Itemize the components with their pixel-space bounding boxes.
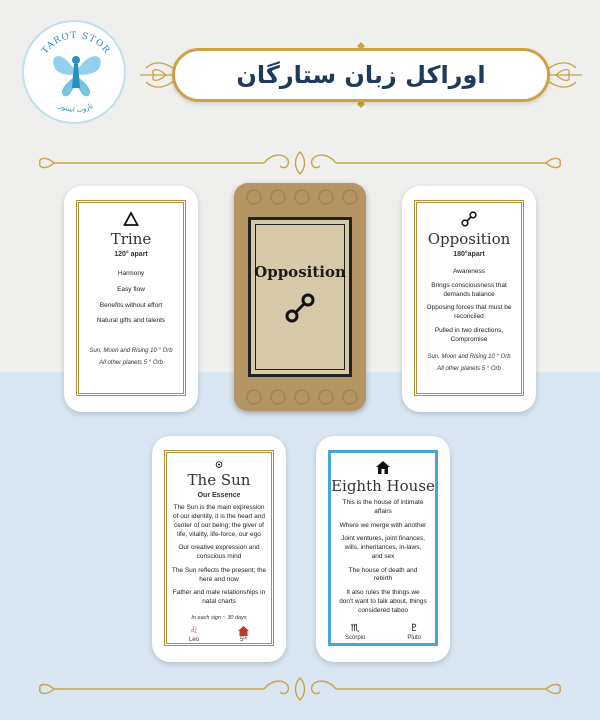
ornamental-divider-top [32, 148, 568, 178]
card-opposition-line: Pulled in two directions, Compromise [434, 326, 504, 343]
card-eighth-house-planet-label: Pluto [407, 635, 421, 642]
card-trine-frame [76, 200, 186, 396]
banner-box [172, 48, 550, 102]
svg-text:TAROT STOR [40, 31, 112, 56]
card-sun-subtitle: Our Essence [197, 492, 241, 500]
card-eighth-house-sign-label: Scorpio [345, 635, 366, 642]
leo-icon: ♌ [189, 626, 199, 636]
card-trine [64, 186, 198, 412]
card-sun-line: Father and male relationships in natal charts [172, 589, 266, 606]
card-sun-line: Our creative expression and conscious mind [178, 544, 260, 561]
card-sun-footer-house [238, 626, 249, 643]
card-sun [152, 436, 286, 662]
logo-text-bottom: تاروت استور [57, 101, 95, 115]
card-sun-footer-sign [189, 626, 199, 643]
card-eighth-house-frame [328, 450, 438, 646]
card-sun-line: The Sun is the main expression of our identity, it is the heart and center of our being; the giver of life, vitality, life-force, our ego [172, 504, 265, 538]
card-eighth-house-footer-sign [345, 623, 365, 641]
tarot-title: Opposition [254, 263, 346, 281]
card-trine-orb-primary: Sun, Moon and Rising 10 ° Orb [89, 348, 173, 355]
svg-text:تاروت استور [57, 101, 95, 114]
card-trine-orb-secondary: All other planets 5 ° Orb [99, 359, 163, 366]
card-sun-frame [164, 450, 274, 646]
card-trine-line: Natural gifts and talents [96, 317, 166, 325]
card-eighth-house-line: This is the house of intimate affairs [342, 499, 424, 515]
card-opposition-line: Awareness [452, 268, 486, 275]
title-banner [136, 36, 586, 116]
card-opposition-line: Brings consciousness that demands balance [431, 281, 507, 298]
fairy-icon [24, 22, 128, 126]
card-opposition-orb-secondary: All other planets 5 ° Orb [437, 366, 501, 373]
card-eighth-house-line: Where we merge with another [339, 521, 427, 529]
card-sun-footer [167, 626, 271, 643]
sun-icon [212, 461, 226, 468]
card-opposition-frame [414, 200, 524, 396]
card-sun-title: The Sun [187, 471, 251, 490]
card-opposition-tarot [234, 183, 366, 411]
card-eighth-house-footer [331, 623, 435, 641]
card-opposition-orb-primary: Sun, Moon and Rising 10 ° Orb [427, 354, 511, 361]
card-trine-line: Harmony [117, 270, 145, 277]
tarot-frame-outer [248, 217, 352, 377]
opposition-icon [285, 293, 315, 323]
card-sun-note: In each sign ~ 30 days [191, 614, 247, 621]
ornamental-divider-bottom [32, 674, 568, 704]
card-opposition [402, 186, 536, 412]
triangle-icon [123, 211, 139, 227]
card-trine-line: Easy flow [117, 285, 145, 293]
card-eighth-house-line: The house of death and rebirth [348, 566, 418, 583]
card-eighth-house-title: Eighth House [331, 477, 435, 495]
card-opposition-subtitle: 180°apart [453, 251, 485, 258]
card-opposition-title: Opposition [427, 230, 511, 248]
page-title: اوراکل زبان ستارگان [236, 61, 486, 89]
logo-text-top: TAROT STOR [40, 30, 112, 57]
card-eighth-house-footer-planet [407, 623, 421, 641]
card-trine-subtitle: 120° apart [114, 251, 148, 258]
house-icon [376, 461, 390, 474]
card-eighth-house-line: Joint ventures, joint finances, wills, inheritances, in-laws, and sex [341, 535, 425, 560]
card-trine-title: Trine [110, 230, 152, 248]
background-bottom [0, 372, 600, 720]
house-icon [238, 626, 249, 636]
card-sun-line: The Sun reflects the present; the here and now [171, 566, 267, 583]
card-opposition-line: Opposing forces that must be reconciled [426, 304, 512, 321]
pluto-icon: ♇ [409, 623, 419, 635]
card-eighth-house-line: It also rules the things we don't want to talk about, things considered taboo [339, 589, 427, 614]
opposition-icon [461, 211, 477, 227]
card-eighth-house [316, 436, 450, 662]
card-trine-line: Benefits without effort [99, 301, 163, 309]
tarot-stor-logo [22, 20, 126, 124]
tarot-frame-inner [255, 224, 345, 370]
card-sun-sign-label: Leo [189, 637, 200, 643]
scorpio-icon: ♏ [350, 623, 360, 635]
card-sun-house-label: 5ᵗʰ [240, 637, 247, 643]
